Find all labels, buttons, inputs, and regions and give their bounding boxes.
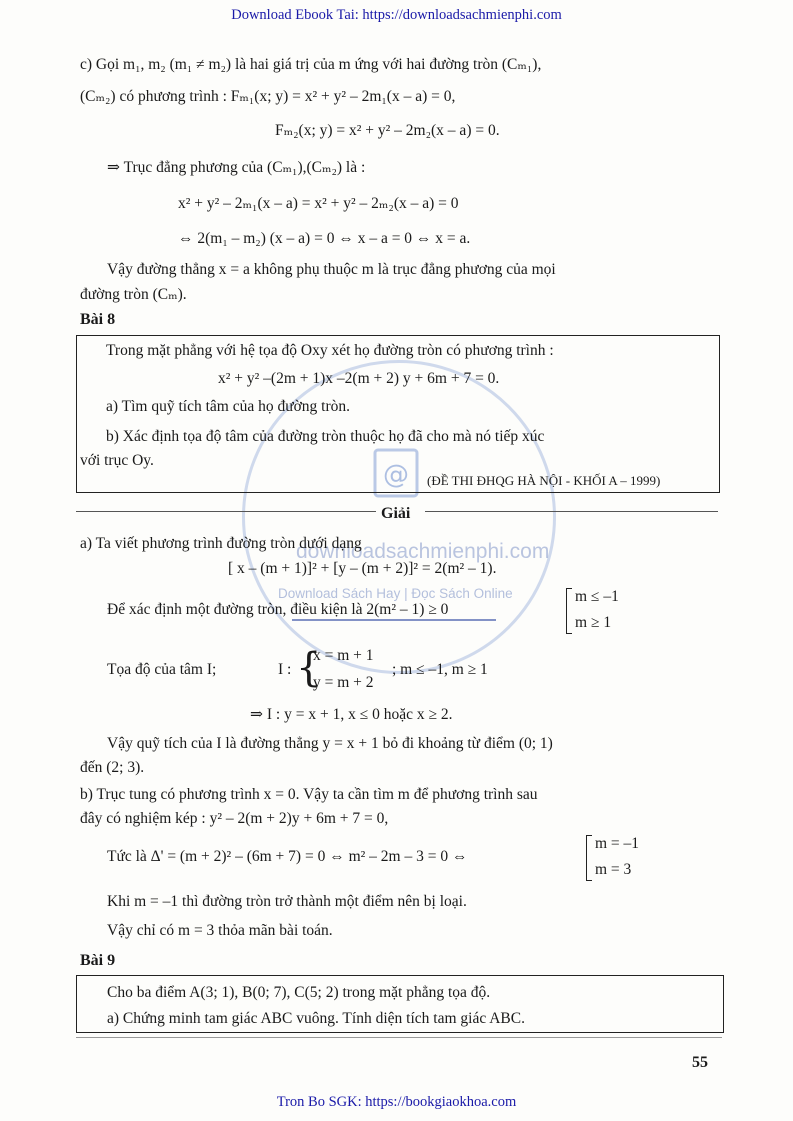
solution-bracket [586,835,592,881]
header-download-link[interactable]: Download Ebook Tai: https://downloadsachmienphi.com [231,7,562,23]
system-brace: { [296,645,322,691]
footer-rule [76,1037,722,1038]
formula: Tức là Δ' = (m + 2)² – (6m + 7) = 0 ⇔ m² – 2m – 3 = 0 ⇔ [107,848,468,865]
solution-heading: Giải [381,505,411,522]
formula: ⇒ I : y = x + 1, x ≤ 0 hoặc x ≥ 2. [250,706,453,723]
text-line: a) Ta viết phương trình đường tròn dưới dạng [80,535,362,552]
svg-text:@: @ [383,460,409,490]
watermark-underline [292,619,496,621]
text-line: Tọa độ của tâm I; [107,661,217,678]
formula: x² + y² – 2ₘ₁(x – a) = x² + y² – 2ₘ₂(x – a) = 0 [178,195,459,212]
text-line: đường tròn (Cₘ). [80,286,187,303]
solution-item: m = 3 [595,861,632,878]
problem-text: với trục Oy. [80,452,154,469]
text-line: c) Gọi m₁, m₂ (m₁ ≠ m₂) là hai giá trị của m ứng với hai đường tròn (Cₘ₁), [80,56,542,73]
exercise-heading: Bài 8 [80,311,116,328]
condition-item: m ≤ –1 [575,588,619,605]
formula: Fₘ₂(x; y) = x² + y² – 2m₂(x – a) = 0. [275,122,500,139]
text-line: đây có nghiệm kép : y² – 2(m + 2)y + 6m + 7 = 0, [80,810,389,827]
text-line: đến (2; 3). [80,759,145,776]
text-line: b) Trục tung có phương trình x = 0. Vậy ta cần tìm m để phương trình sau [80,786,538,803]
formula: ⇔ 2(m₁ – m₂) (x – a) = 0 ⇔ x – a = 0 ⇔ x = a. [178,230,471,247]
text-line: Vậy đường thẳng x = a không phụ thuộc m là trục đẳng phương của mọi [107,261,556,278]
system-item: x = m + 1 [313,647,374,664]
problem-text: Trong mặt phẳng với hệ tọa độ Oxy xét họ đường tròn có phương trình : [106,342,554,359]
page-number: 55 [692,1054,708,1071]
footer-sgk-link[interactable]: Tron Bo SGK: https://bookgiaokhoa.com [276,1094,517,1110]
divider [425,511,718,512]
problem-formula: x² + y² –(2m + 1)x –2(m + 2) y + 6m + 7 = 0. [218,370,500,387]
exercise-heading: Bài 9 [80,952,116,969]
problem-text: b) Xác định tọa độ tâm của đường tròn thuộc họ đã cho mà nó tiếp xúc [106,428,545,445]
problem-text: Cho ba điểm A(3; 1), B(0; 7), C(5; 2) trong mặt phẳng tọa độ. [107,984,491,1001]
text-line: Vậy quỹ tích của I là đường thẳng y = x + 1 bỏ đi khoảng từ điểm (0; 1) [107,735,553,752]
condition-bracket [566,588,572,634]
text-line: Vậy chỉ có m = 3 thỏa mãn bài toán. [107,922,333,939]
divider [76,511,376,512]
text-line: (Cₘ₂) có phương trình : Fₘ₁(x; y) = x² + y² – 2m₁(x – a) = 0, [80,88,456,105]
text-line: Khi m = –1 thì đường tròn trở thành một điểm nên bị loại. [107,893,467,910]
system-item: y = m + 2 [313,674,374,691]
formula: [ x – (m + 1)]² + [y – (m + 2)]² = 2(m² – 1). [228,560,497,577]
problem-text: a) Tìm quỹ tích tâm của họ đường tròn. [106,398,351,415]
problem-text: a) Chứng minh tam giác ABC vuông. Tính diện tích tam giác ABC. [107,1010,525,1027]
watermark-tagline: Download Sách Hay | Đọc Sách Online [278,586,513,601]
text-line: ⇒ Trục đẳng phương của (Cₘ₁),(Cₘ₂) là : [107,159,366,176]
solution-item: m = –1 [595,835,640,852]
watermark-site: downloadsachmienphi.com [296,540,550,563]
text-line: Để xác định một đường tròn, điều kiện là 2(m² – 1) ≥ 0 [107,601,449,618]
condition-item: m ≥ 1 [575,614,612,631]
formula: ; m ≤ –1, m ≥ 1 [392,661,488,678]
problem-source: (ĐỀ THI ĐHQG HÀ NỘI - KHỐI A – 1999) [427,473,661,488]
formula: I : [278,661,292,678]
